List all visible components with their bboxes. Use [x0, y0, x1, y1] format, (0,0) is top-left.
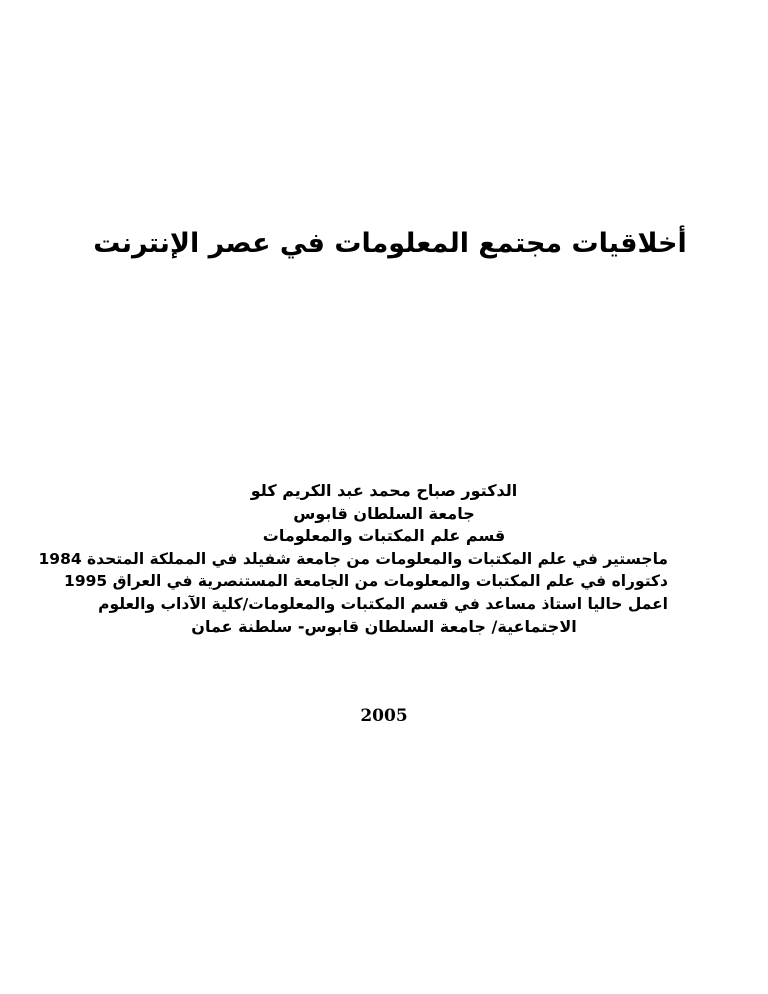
author-name-line: الدكتور صباح محمد عبد الكريم كلو — [250, 481, 518, 500]
document-title: أخلاقيات مجتمع المعلومات في عصر الإنترنت — [93, 228, 687, 259]
author-department-line: قسم علم المكتبات والمعلومات — [262, 526, 506, 546]
publication-year: 2005 — [360, 706, 408, 726]
author-doctorate-line: دكتوراه في علم المكتبات والمعلومات من الجامعة المستنصرية في العراق 1995 — [64, 572, 668, 591]
author-position-line-continued: الاجتماعية/ جامعة السلطان قابوس- سلطنة عمان — [191, 616, 577, 636]
author-info-block — [38, 480, 668, 638]
author-position-line: اعمل حاليا استاذ مساعد في قسم المكتبات والمعلومات/كلية الآداب والعلوم — [98, 594, 668, 613]
author-university-line: جامعة السلطان قابوس — [293, 503, 475, 523]
author-masters-line: ماجستير في علم المكتبات والمعلومات من جامعة شفيلد في المملكة المتحدة 1984 — [38, 549, 668, 568]
